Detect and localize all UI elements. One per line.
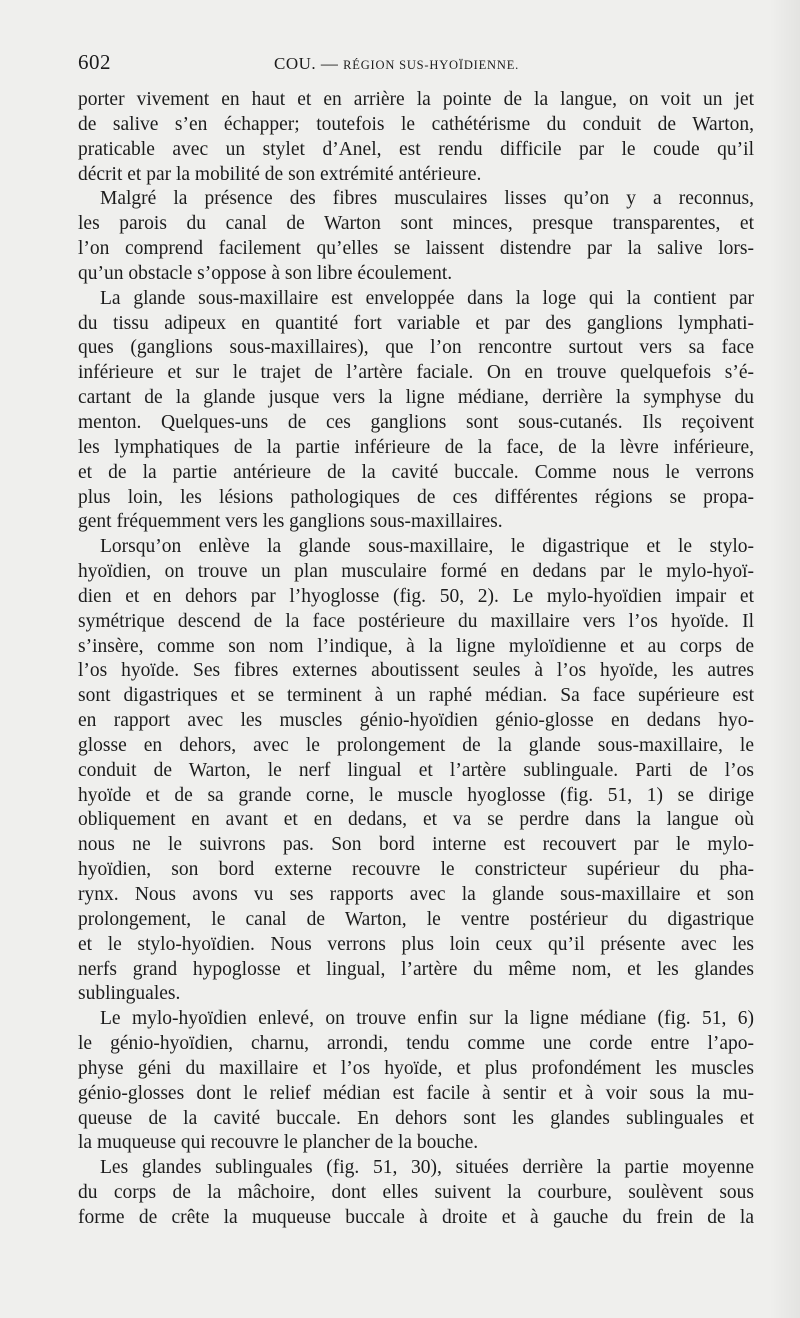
text-line: menton. Quelques-uns de ces ganglions sont sous-cutanés. Ils reçoivent	[78, 411, 754, 433]
text-line: hyoïde et de sa grande corne, le muscle hyoglosse (fig. 51, 1) se dirige	[78, 784, 754, 806]
text-line: dien et en dehors par l’hyoglosse (fig. 50, 2). Le mylo-hyoïdien impair et	[78, 585, 754, 607]
text-line: hyoïdien, son bord externe recouvre le constricteur supérieur du pha-	[78, 859, 754, 881]
text-line: la muqueuse qui recouvre le plancher de la bouche.	[78, 1132, 479, 1154]
text-line: symétrique descend de la face postérieure du maxillaire vers l’os hyoïde. Il	[78, 610, 754, 632]
text-line: le génio-hyoïdien, charnu, arrondi, tendu comme une corde entre l’apo-	[78, 1033, 754, 1055]
text-line: l’on comprend facilement qu’elles se laissent distendre par la salive lors-	[78, 238, 754, 260]
text-line: porter vivement en haut et en arrière la pointe de la langue, on voit un jet	[78, 89, 754, 110]
text-line: glosse en dehors, avec le prolongement de la glande sous-maxillaire, le	[78, 734, 754, 756]
text-line: sont digastriques et se terminent à un raphé médian. Sa face supérieure est	[78, 685, 754, 707]
text-line: l’os hyoïde. Ses fibres externes aboutissent seules à l’os hyoïde, les autres	[78, 660, 754, 682]
page-header	[78, 50, 758, 80]
text-line: s’insère, comme son nom l’indique, à la ligne myloïdienne et au corps de	[78, 635, 754, 657]
text-line: en rapport avec les muscles génio-hyoïdien génio-glosse en dedans hyo-	[78, 710, 754, 732]
text-line: Malgré la présence des fibres musculaires lisses qu’on y a reconnus,	[100, 188, 754, 210]
text-line: praticable avec un stylet d’Anel, est rendu difficile par le coude qu’il	[78, 138, 754, 160]
running-head	[274, 54, 519, 74]
running-head-section: RÉGION SUS-HYOÏDIENNE.	[343, 58, 520, 72]
text-line: Les glandes sublinguales (fig. 51, 30), situées derrière la partie moyenne	[100, 1157, 754, 1179]
body-text	[78, 88, 754, 1231]
text-line: les lymphatiques de la partie inférieure de la face, de la lèvre inférieure,	[78, 436, 754, 458]
running-head-main: COU. —	[274, 54, 344, 73]
text-line: obliquement en avant et en dedans, et va se perdre dans la langue où	[78, 809, 754, 831]
text-line: et le stylo-hyoïdien. Nous verrons plus loin ceux qu’il présente avec les	[78, 933, 754, 955]
text-line: queuse de la cavité buccale. En dehors sont les glandes sublinguales et	[78, 1107, 754, 1129]
text-line: plus loin, les lésions pathologiques de ces différentes régions se propa-	[78, 486, 754, 508]
text-line: ques (ganglions sous-maxillaires), que l’on rencontre surtout vers sa face	[78, 337, 754, 359]
text-line: inférieure et sur le trajet de l’artère faciale. On en trouve quelquefois s’é-	[78, 362, 754, 384]
text-line: Le mylo-hyoïdien enlevé, on trouve enfin sur la ligne médiane (fig. 51, 6)	[100, 1008, 754, 1030]
text-line: de salive s’en échapper; toutefois le cathétérisme du conduit de Warton,	[78, 113, 754, 135]
text-line: Lorsqu’on enlève la glande sous-maxillaire, le digastrique et le stylo-	[100, 536, 754, 558]
text-line: forme de crête la muqueuse buccale à droite et à gauche du frein de la	[78, 1206, 754, 1228]
text-line: sublinguales.	[78, 983, 181, 1005]
text-line: et de la partie antérieure de la cavité buccale. Comme nous le verrons	[78, 461, 754, 483]
text-line: décrit et par la mobilité de son extrémité antérieure.	[78, 163, 482, 185]
text-line: du corps de la mâchoire, dont elles suivent la courbure, soulèvent sous	[78, 1182, 754, 1204]
text-line: gent fréquemment vers les ganglions sous-maxillaires.	[78, 511, 503, 533]
page-edge-shadow	[770, 0, 800, 1318]
text-line: La glande sous-maxillaire est enveloppée dans la loge qui la contient par	[100, 287, 754, 309]
text-line: prolongement, le canal de Warton, le ventre postérieur du digastrique	[78, 908, 754, 930]
text-line: nous ne le suivrons pas. Son bord interne est recouvert par le mylo-	[78, 834, 754, 856]
text-line: génio-glosses dont le relief médian est facile à sentir et à voir sous la mu-	[78, 1082, 754, 1104]
text-line: rynx. Nous avons vu ses rapports avec la glande sous-maxillaire et son	[78, 884, 754, 905]
text-line: nerfs grand hypoglosse et lingual, l’artère du même nom, et les glandes	[78, 958, 754, 980]
text-line: physe géni du maxillaire et l’os hyoïde, et plus profondément les muscles	[78, 1057, 754, 1079]
page-number: 602	[78, 50, 111, 74]
text-line: du tissu adipeux en quantité fort variable et par des ganglions lymphati-	[78, 312, 754, 334]
text-line: qu’un obstacle s’oppose à son libre écoulement.	[78, 262, 453, 284]
text-line: cartant de la glande jusque vers la ligne médiane, derrière la symphyse du	[78, 387, 754, 409]
text-line: hyoïdien, on trouve un plan musculaire formé en dedans par le mylo-hyoï-	[78, 561, 754, 583]
text-line: les parois du canal de Warton sont minces, presque transparentes, et	[78, 213, 754, 235]
text-line: conduit de Warton, le nerf lingual et l’artère sublinguale. Parti de l’os	[78, 759, 754, 781]
